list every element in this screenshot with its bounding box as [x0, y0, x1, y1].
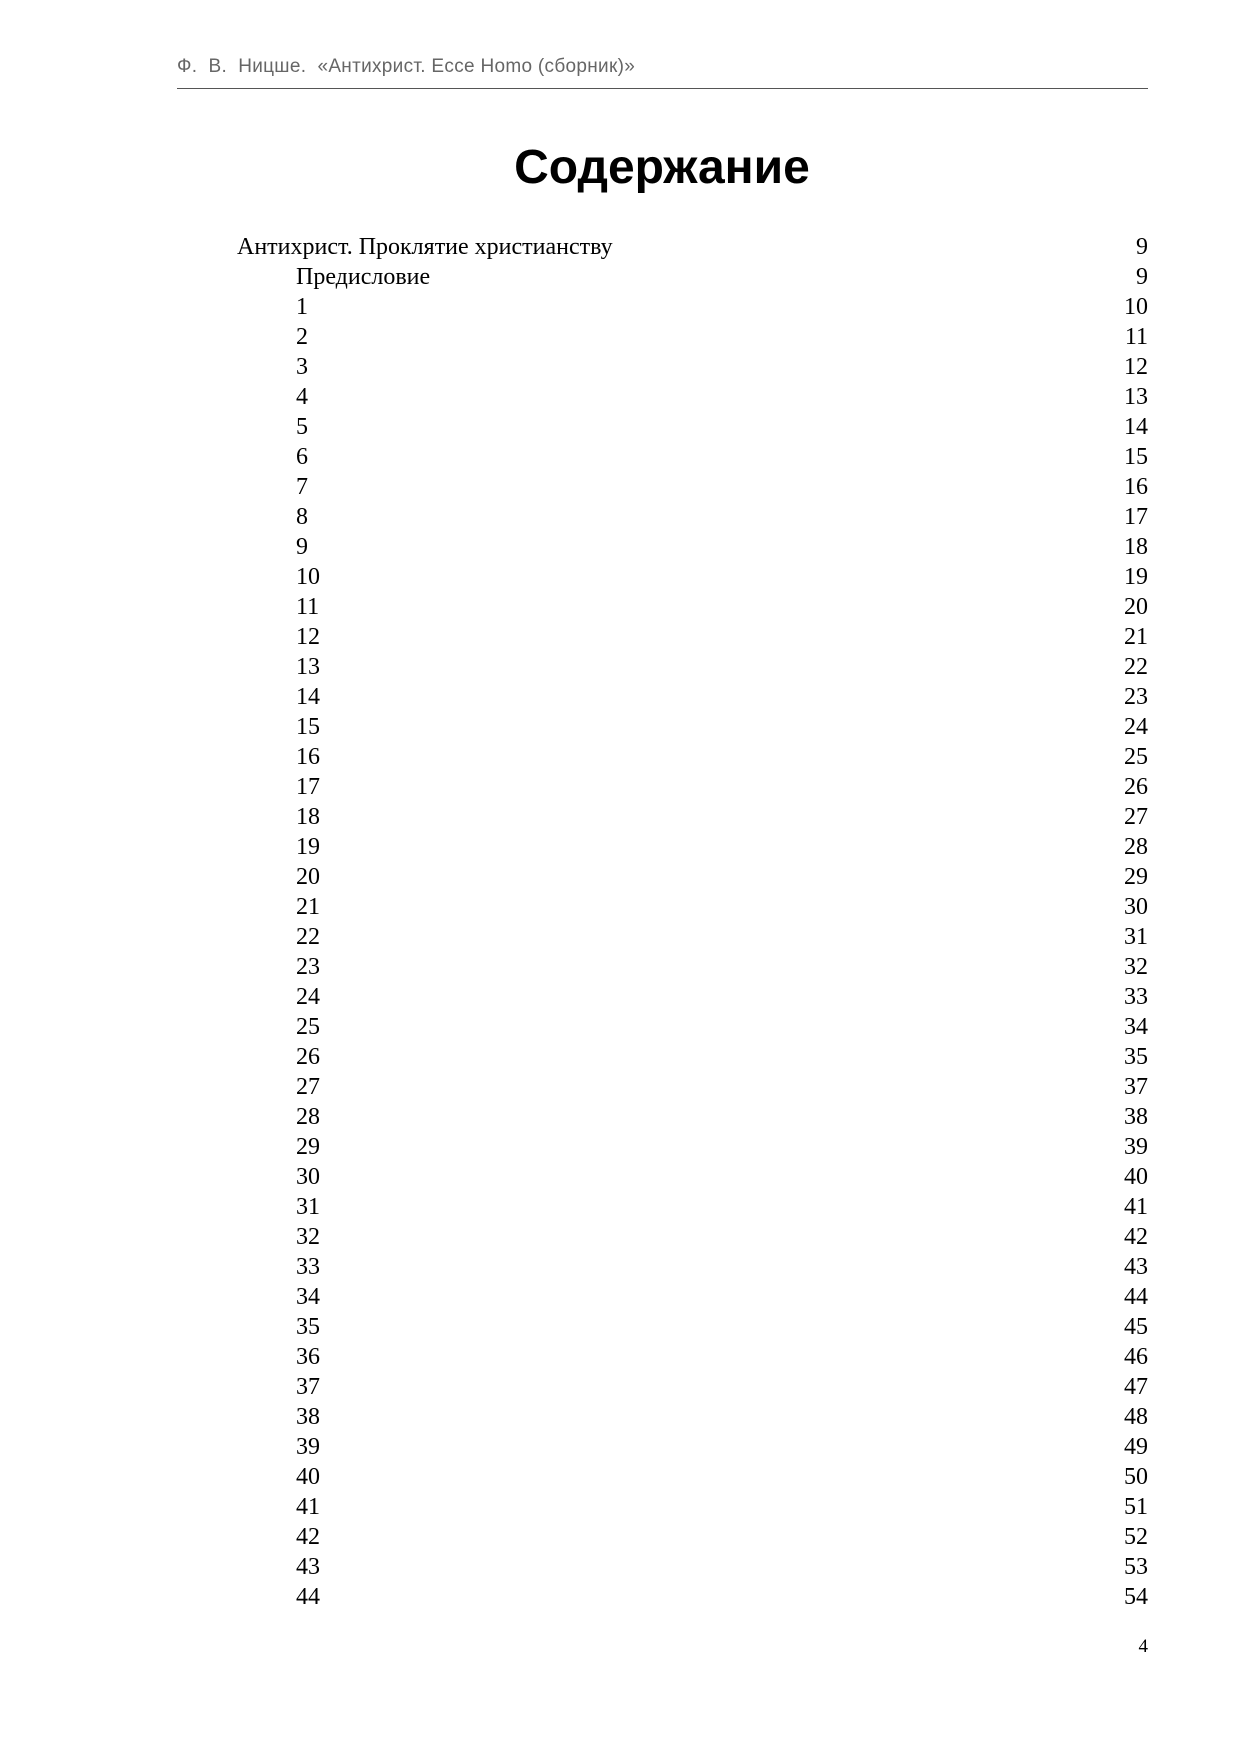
toc-entry-page-number: 37: [1124, 1074, 1148, 1100]
toc-entry-label: 22: [296, 924, 320, 950]
toc-entry-label: 23: [296, 954, 320, 980]
toc-entry-label: 36: [296, 1344, 320, 1370]
toc-entry-page-number: 18: [1124, 534, 1148, 560]
toc-entry-label: 32: [296, 1224, 320, 1250]
toc-entry-label: 35: [296, 1314, 320, 1340]
toc-entry-label: 34: [296, 1284, 320, 1310]
toc-entry-label: 24: [296, 984, 320, 1010]
toc-entry[interactable]: [237, 1162, 1148, 1192]
toc-entry[interactable]: [237, 232, 1148, 262]
toc-entry-page-number: 23: [1124, 684, 1148, 710]
toc-entry-label: 12: [296, 624, 320, 650]
toc-entry-label: 31: [296, 1194, 320, 1220]
toc-entry-label: 41: [296, 1494, 320, 1520]
toc-entry-label: 10: [296, 564, 320, 590]
toc-entry[interactable]: [237, 1552, 1148, 1582]
toc-entry-page-number: 46: [1124, 1344, 1148, 1370]
toc-entry-label: 30: [296, 1164, 320, 1190]
toc-entry-page-number: 16: [1124, 474, 1148, 500]
toc-entry-page-number: 27: [1124, 804, 1148, 830]
toc-entry-page-number: 22: [1124, 654, 1148, 680]
toc-entry[interactable]: [237, 982, 1148, 1012]
toc-entry-label: 38: [296, 1404, 320, 1430]
toc-entry-page-number: 30: [1124, 894, 1148, 920]
toc-entry[interactable]: [237, 382, 1148, 412]
toc-entry-label: 19: [296, 834, 320, 860]
toc-entry-page-number: 9: [1136, 234, 1148, 260]
toc-entry-label: 14: [296, 684, 320, 710]
toc-entry[interactable]: [237, 742, 1148, 772]
toc-entry-page-number: 52: [1124, 1524, 1148, 1550]
toc-entry-page-number: 38: [1124, 1104, 1148, 1130]
toc-title: Содержание: [514, 141, 810, 194]
toc-entry-page-number: 17: [1124, 504, 1148, 530]
toc-entry[interactable]: [237, 562, 1148, 592]
toc-entry-page-number: 47: [1124, 1374, 1148, 1400]
toc-entry-page-number: 32: [1124, 954, 1148, 980]
toc-entry[interactable]: [237, 1012, 1148, 1042]
toc-entry[interactable]: [237, 1222, 1148, 1252]
toc-entry[interactable]: [237, 1582, 1148, 1612]
toc-entry[interactable]: [237, 1252, 1148, 1282]
toc-entry[interactable]: [237, 502, 1148, 532]
toc-entry-page-number: 15: [1124, 444, 1148, 470]
toc-entry-page-number: 43: [1124, 1254, 1148, 1280]
toc-entry[interactable]: [237, 922, 1148, 952]
toc-entry-label: Антихрист. Проклятие христианству: [237, 234, 613, 260]
toc-entry-page-number: 29: [1124, 864, 1148, 890]
toc-entry-label: 18: [296, 804, 320, 830]
toc-entry[interactable]: [237, 652, 1148, 682]
toc-entry-page-number: 34: [1124, 1014, 1148, 1040]
table-of-contents: [237, 232, 1148, 1612]
toc-entry-label: 26: [296, 1044, 320, 1070]
toc-entry-page-number: 24: [1124, 714, 1148, 740]
toc-entry[interactable]: [237, 292, 1148, 322]
header-divider: [177, 88, 1148, 89]
toc-entry-label: 2: [296, 324, 308, 350]
toc-entry-label: 7: [296, 474, 308, 500]
running-header: Ф. В. Ницше. «Антихрист. Ecce Homo (сборник)»: [177, 56, 636, 77]
toc-entry-page-number: 39: [1124, 1134, 1148, 1160]
toc-entry-label: 43: [296, 1554, 320, 1580]
toc-entry-label: 27: [296, 1074, 320, 1100]
toc-entry-label: 6: [296, 444, 308, 470]
toc-entry-label: 40: [296, 1464, 320, 1490]
toc-entry[interactable]: [237, 1312, 1148, 1342]
toc-entry-page-number: 33: [1124, 984, 1148, 1010]
toc-entry[interactable]: [237, 1132, 1148, 1162]
toc-entry-label: 20: [296, 864, 320, 890]
toc-entry[interactable]: [237, 592, 1148, 622]
toc-entry-page-number: 21: [1124, 624, 1148, 650]
toc-entry-page-number: 10: [1124, 294, 1148, 320]
toc-entry-page-number: 28: [1124, 834, 1148, 860]
toc-entry-page-number: 41: [1124, 1194, 1148, 1220]
toc-entry-label: 8: [296, 504, 308, 530]
toc-entry[interactable]: [237, 1372, 1148, 1402]
toc-entry[interactable]: [237, 262, 1148, 292]
toc-entry-label: 1: [296, 294, 308, 320]
toc-entry-label: 37: [296, 1374, 320, 1400]
toc-entry-page-number: 50: [1124, 1464, 1148, 1490]
toc-entry[interactable]: [237, 352, 1148, 382]
toc-entry[interactable]: [237, 1042, 1148, 1072]
toc-entry-page-number: 44: [1124, 1284, 1148, 1310]
toc-entry[interactable]: [237, 712, 1148, 742]
toc-entry[interactable]: [237, 1192, 1148, 1222]
toc-entry-label: 4: [296, 384, 308, 410]
toc-entry[interactable]: [237, 1462, 1148, 1492]
toc-entry[interactable]: [237, 1492, 1148, 1522]
toc-entry-page-number: 49: [1124, 1434, 1148, 1460]
toc-entry-page-number: 14: [1124, 414, 1148, 440]
toc-entry[interactable]: [237, 862, 1148, 892]
toc-entry-label: 21: [296, 894, 320, 920]
toc-entry[interactable]: [237, 952, 1148, 982]
toc-entry-page-number: 51: [1124, 1494, 1148, 1520]
toc-entry-label: 25: [296, 1014, 320, 1040]
toc-entry-page-number: 26: [1124, 774, 1148, 800]
toc-entry-label: 3: [296, 354, 308, 380]
toc-entry[interactable]: [237, 442, 1148, 472]
toc-entry-page-number: 40: [1124, 1164, 1148, 1190]
toc-entry-label: 28: [296, 1104, 320, 1130]
toc-entry-label: Предисловие: [296, 264, 431, 290]
toc-entry[interactable]: [237, 1102, 1148, 1132]
toc-entry-page-number: 31: [1124, 924, 1148, 950]
toc-entry[interactable]: [237, 1402, 1148, 1432]
toc-entry-page-number: 53: [1124, 1554, 1148, 1580]
toc-entry-label: 42: [296, 1524, 320, 1550]
toc-entry[interactable]: [237, 1072, 1148, 1102]
toc-entry-page-number: 42: [1124, 1224, 1148, 1250]
toc-entry-label: 16: [296, 744, 320, 770]
page-number: 4: [1138, 1636, 1148, 1657]
toc-entry-page-number: 13: [1124, 384, 1148, 410]
toc-entry-label: 39: [296, 1434, 320, 1460]
toc-entry[interactable]: [237, 322, 1148, 352]
toc-entry-page-number: 25: [1124, 744, 1148, 770]
toc-entry[interactable]: [237, 1282, 1148, 1312]
toc-entry-label: 9: [296, 534, 308, 560]
toc-entry[interactable]: [237, 472, 1148, 502]
toc-entry-page-number: 11: [1124, 324, 1148, 350]
toc-entry[interactable]: [237, 892, 1148, 922]
toc-entry[interactable]: [237, 1432, 1148, 1462]
toc-entry-label: 15: [296, 714, 320, 740]
toc-entry-page-number: 20: [1124, 594, 1148, 620]
toc-entry-label: 29: [296, 1134, 320, 1160]
toc-entry[interactable]: [237, 832, 1148, 862]
toc-entry[interactable]: [237, 772, 1148, 802]
toc-entry-page-number: 12: [1124, 354, 1148, 380]
toc-entry-label: 44: [296, 1584, 320, 1610]
toc-entry-label: 33: [296, 1254, 320, 1280]
toc-entry-label: 11: [296, 594, 320, 620]
toc-entry-label: 13: [296, 654, 320, 680]
toc-entry[interactable]: [237, 412, 1148, 442]
toc-entry[interactable]: [237, 802, 1148, 832]
toc-entry-page-number: 35: [1124, 1044, 1148, 1070]
toc-entry-label: 17: [296, 774, 320, 800]
toc-entry-label: 5: [296, 414, 308, 440]
toc-entry-page-number: 9: [1136, 264, 1148, 290]
toc-entry-page-number: 45: [1124, 1314, 1148, 1340]
toc-entry-page-number: 19: [1124, 564, 1148, 590]
toc-entry[interactable]: [237, 682, 1148, 712]
toc-entry-page-number: 48: [1124, 1404, 1148, 1430]
toc-entry[interactable]: [237, 532, 1148, 562]
toc-entry[interactable]: [237, 622, 1148, 652]
toc-entry-page-number: 54: [1124, 1584, 1148, 1610]
toc-entry[interactable]: [237, 1522, 1148, 1552]
toc-entry[interactable]: [237, 1342, 1148, 1372]
